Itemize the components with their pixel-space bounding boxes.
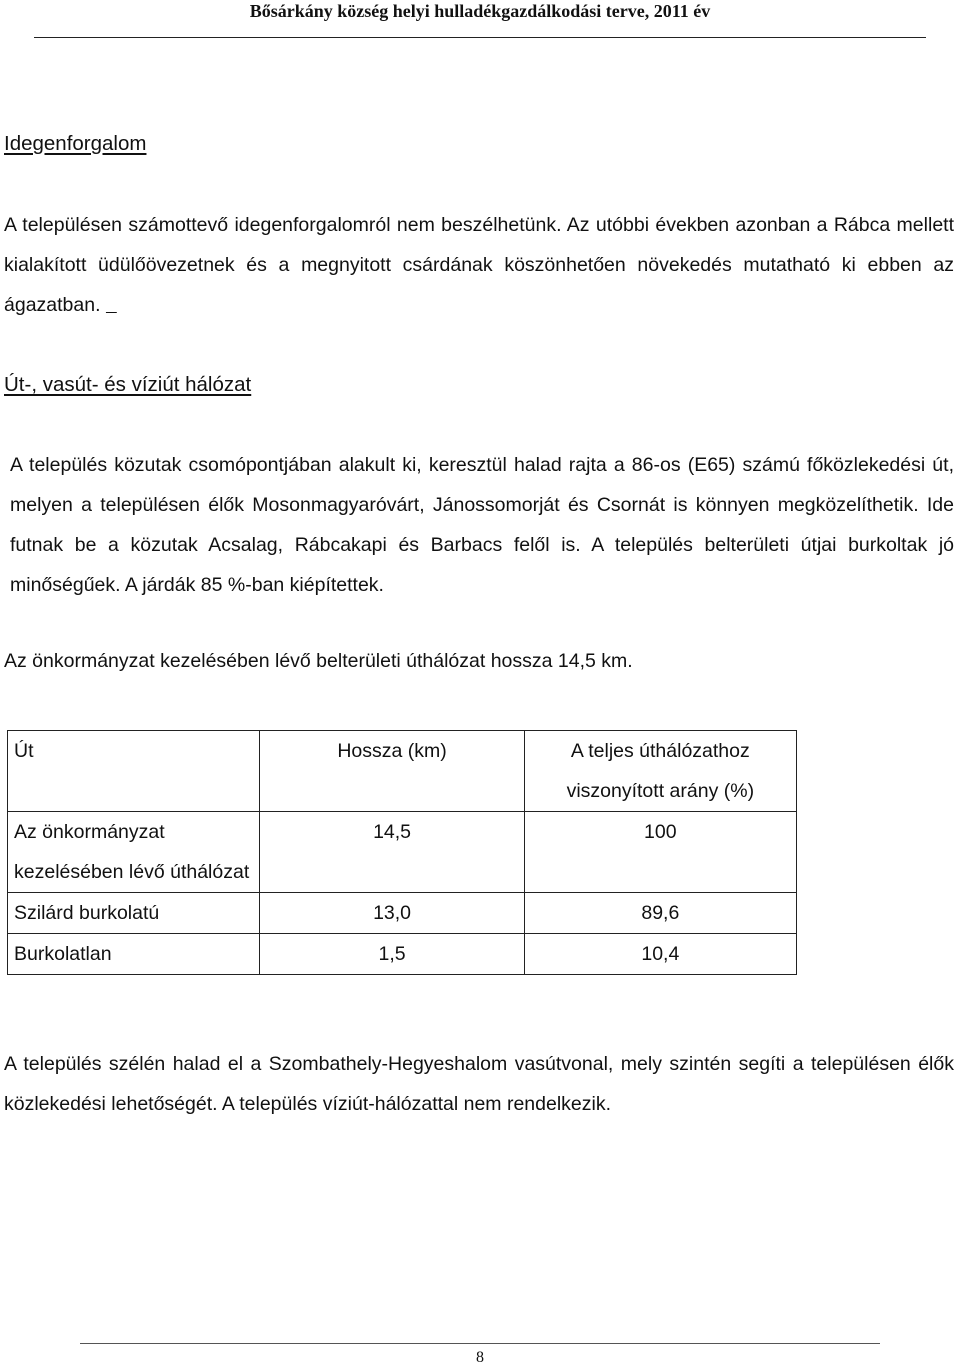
table-header-row (8, 731, 797, 812)
table-cell: 10,4 (524, 934, 796, 975)
table-cell: 89,6 (524, 893, 796, 934)
stray-underscore-mark (106, 294, 117, 316)
table-row (8, 893, 797, 934)
section-heading-tourism: Idegenforgalom (4, 132, 147, 155)
table-row (8, 934, 797, 975)
paragraph-tourism-text: A településen számottevő idegenforgalomról nem beszélhetünk. Az utóbbi években azonban a Rábca mellett kialakított üdülőövezetnek és a megnyitott csárdának köszönhetően növekedés mutatható ki ebben az ágazatban. (4, 214, 954, 316)
document-header-title: Bősárkány község helyi hulladékgazdálkodási terve, 2011 év (249, 1, 711, 21)
header-divider (34, 37, 926, 38)
paragraph-road-network: A település közutak csomópontjában alakult ki, keresztül halad rajta a 86-os (E65) számú főközlekedési út, melyen a településen élők Mosonmagyaróvárt, Jánossomorját és Csornát is könnyen megközelíthetik. Ide futnak be a közutak Acsalag, Rábcakapi és Barbacs felől is. A település belterületi útjai burkoltak jó minőségűek. A járdák 85 %-ban kiépítettek. (10, 454, 954, 596)
table-cell: 1,5 (260, 934, 524, 975)
table-cell: 100 (524, 812, 796, 893)
page-number: 8 (476, 1349, 484, 1366)
table-cell: Szilárd burkolatú (8, 893, 260, 934)
table-cell: 14,5 (260, 812, 524, 893)
road-network-table (7, 730, 797, 975)
table-header-cell: Út (8, 731, 260, 812)
table-header-cell: A teljes úthálózathoz viszonyított arány (%) (524, 731, 796, 812)
footer-divider (80, 1343, 880, 1344)
table-cell: Burkolatlan (8, 934, 260, 975)
table-cell: 13,0 (260, 893, 524, 934)
paragraph-railway: A település szélén halad el a Szombathely-Hegyeshalom vasútvonal, mely szintén segíti a településen élők közlekedési lehetőségét. A település víziút-hálózattal nem rendelkezik. (4, 1053, 954, 1115)
paragraph-tourism (4, 205, 954, 325)
table-row (8, 812, 797, 893)
table-header-cell: Hossza (km) (260, 731, 524, 812)
paragraph-road-length: Az önkormányzat kezelésében lévő belterületi úthálózat hossza 14,5 km. (4, 650, 633, 672)
section-heading-network: Út-, vasút- és víziút hálózat (4, 373, 252, 396)
table-cell: Az önkormányzat kezelésében lévő úthálózat (8, 812, 260, 893)
